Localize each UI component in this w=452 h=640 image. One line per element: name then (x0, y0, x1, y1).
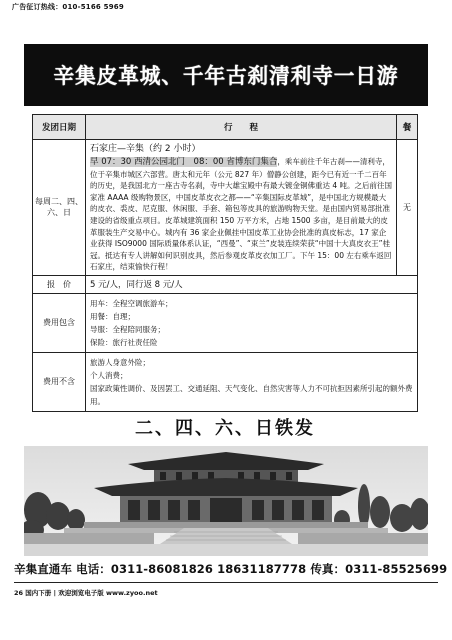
price-label: 报 价 (33, 275, 86, 293)
list-item: 国家政策性调价、及因罢工、交通延阻、天气变化、自然灾害等人力不可抗拒因素所引起的额外费用。 (90, 383, 413, 406)
footer-divider (14, 582, 438, 583)
list-item: 保险：旅行社责任险 (90, 337, 158, 347)
includes-list (86, 293, 418, 352)
list-item: 用车：全程空调旅游车； (90, 298, 173, 308)
title-banner (24, 44, 428, 106)
footer-contact: 辛集直通车 电话：0311-86081826 18631187778 传真：0311-85525699 (14, 562, 448, 576)
temple-photo (24, 446, 428, 556)
list-item: 用餐：自理； (90, 311, 135, 321)
itinerary-table (32, 114, 418, 412)
trip-row (33, 140, 418, 276)
trip-date: 每周二、四、六、日 (33, 140, 86, 276)
trip-body: ，乘车前往千年古刹——清利寺，位于辛集市城区六部营。唐太和元年（公元 827 年）僧静公创建，距今已有近一千二百年的历史，是我国北方一座古寺名刹，寺中大雄宝殿中有最大镀金铜佛重达 4 吨。之后前往国家准 AAAA 级购物景区，中国皮革皮衣之都——“辛集国际皮革城”，是中国北方规模最大的皮衣、裘皮、尼克服、休闲服、手套、箱包等皮具的旅游购物天堂。是由国内贸易部批准建设的省级重点项目。皮革城建筑面积 150 万平方米，占地 1500 多亩，是目前最大的皮革服装生产交易中心。城内有 36 家企业佩挂中国皮革工业协会批准的真皮标志，17 家企业获得 ISO9000 国际质量体系认证，“西曼”、“束兰”皮装连续荣获“中国十大真皮衣王”桂冠。抵达有专人讲解如何识别皮具，然后参观皮革皮衣加工厂。下午 15：00 左右乘车返回石家庄，结束愉快行程！ (90, 157, 393, 272)
ad-hotline: 广告征订热线：010-5166 5969 (12, 3, 124, 11)
trip-meal: 无 (397, 140, 418, 276)
list-item: 导服：全程陪同服务； (90, 324, 165, 334)
excludes-row (33, 352, 418, 411)
includes-row (33, 293, 418, 352)
schedule-banner: 二、四、六、日铁发 (135, 418, 315, 439)
list-item: 旅游人身意外险； (90, 357, 150, 367)
excludes-list (86, 352, 418, 411)
header-itinerary: 行 程 (86, 115, 397, 140)
trip-description (86, 140, 397, 276)
header-meal: 餐 (397, 115, 418, 140)
includes-label: 费用包含 (33, 293, 86, 352)
price-value: 5 元/人，同行返 8 元/人 (86, 275, 418, 293)
trip-departure: 早 07：30 西清公园北门 08：00 省博东门集合 (90, 157, 278, 167)
header-date: 发团日期 (33, 115, 86, 140)
table-header-row (33, 115, 418, 140)
banner-title: 辛集皮革城、千年古刹清利寺一日游 (53, 64, 399, 88)
excludes-label: 费用不含 (33, 352, 86, 411)
list-item: 个人消费； (90, 370, 128, 380)
trip-route: 石家庄—辛集（约 2 小时） (90, 144, 201, 154)
price-row (33, 275, 418, 293)
footer-page-info: 26 国内下册 | 欢迎浏览电子版 www.zyoo.net (14, 589, 158, 597)
